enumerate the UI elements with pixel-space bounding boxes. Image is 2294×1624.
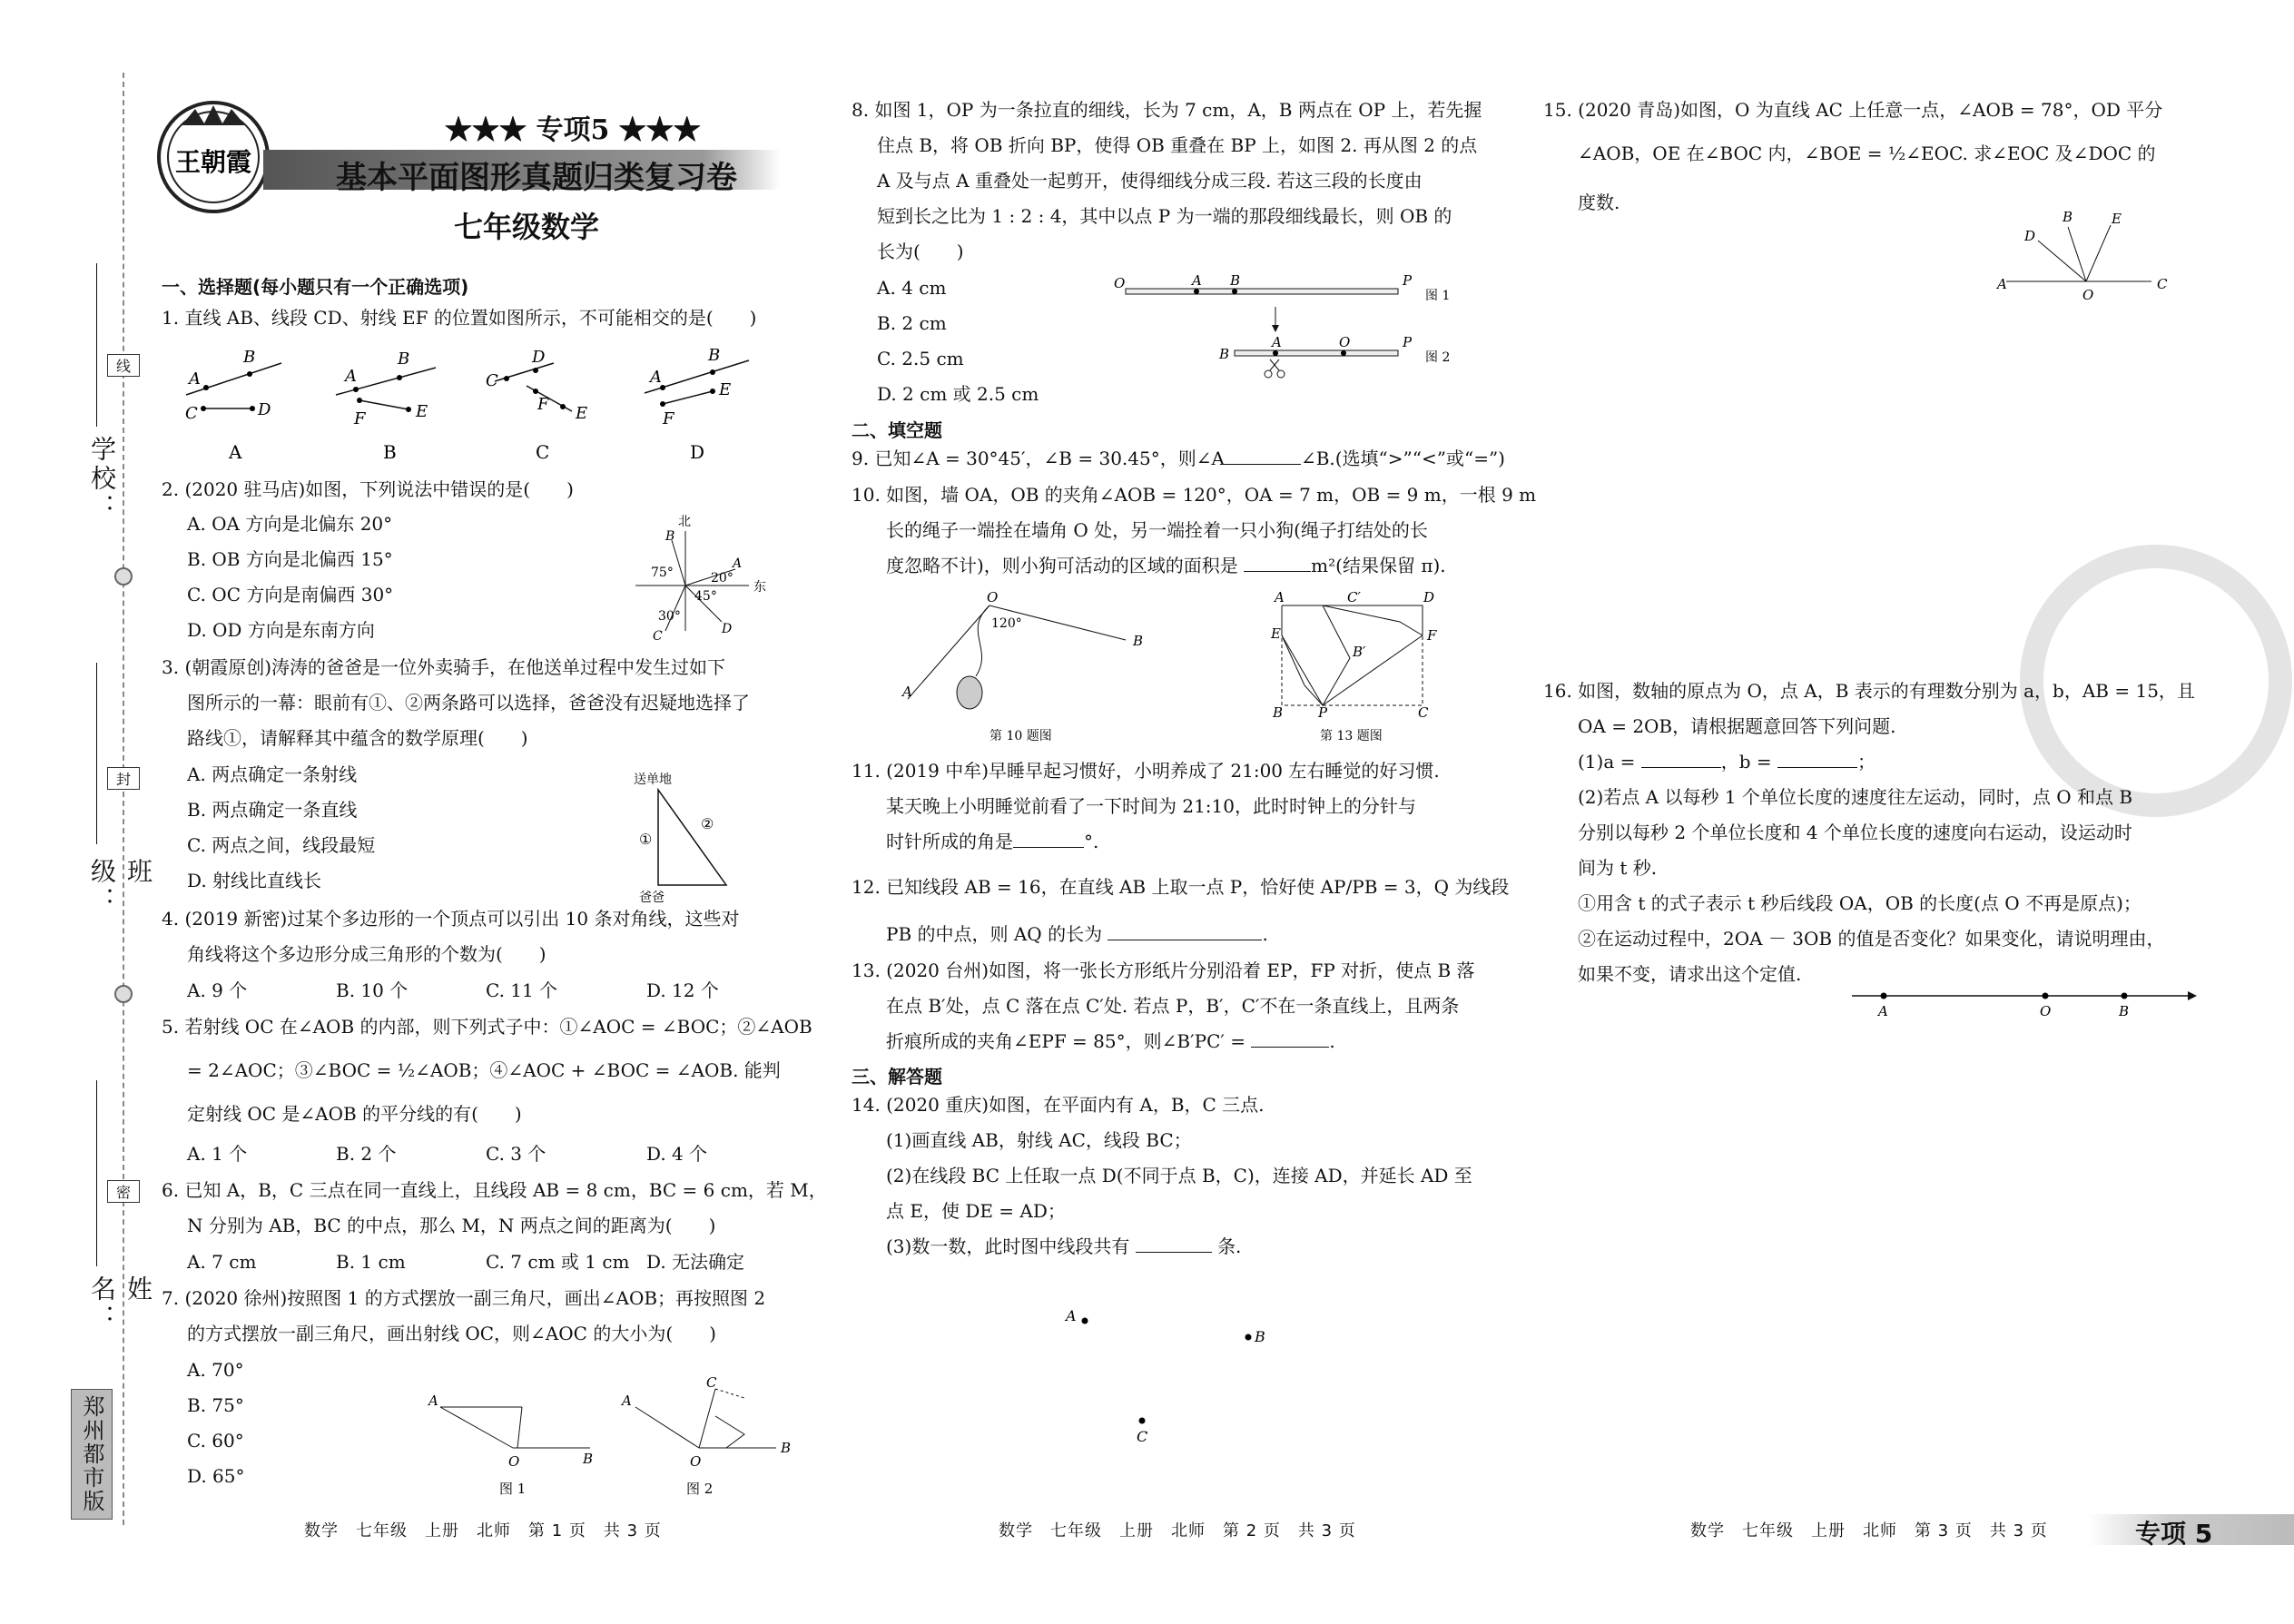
q10-line3: 度忽略不计)，则小狗可活动的区域的面积是 m²(结果保留 π). — [886, 548, 1446, 584]
q5-line2: = 2∠AOC；③∠BOC = ½∠AOB；④∠AOC + ∠BOC = ∠AOB. 能判 — [187, 1059, 781, 1081]
q5-option-a: A. 1 个 — [187, 1143, 248, 1165]
name-label: 姓名： — [87, 1275, 153, 1334]
q16-part2-line1: (2)若点 A 以每秒 1 个单位长度的速度往左运动，同时，点 O 和点 B — [1578, 786, 2133, 808]
svg-text:A: A — [902, 684, 912, 700]
svg-text:O: O — [2082, 287, 2094, 303]
header-subtitle: 七年级数学 — [454, 210, 600, 244]
q13-figure — [1264, 586, 1454, 749]
q2-text: 2. (2020 驻马店)如图，下列说法中错误的是( ) — [162, 478, 574, 500]
svg-text:120°: 120° — [991, 616, 1022, 631]
svg-text:A: A — [345, 367, 357, 386]
binding-hole-icon — [114, 985, 133, 1003]
q16-line1: 16. 如图，数轴的原点为 O，点 A，B 表示的有理数分别为 a，b，AB = 15，且 — [1543, 680, 2195, 702]
q5-option-b: B. 2 个 — [336, 1143, 397, 1165]
svg-text:B: B — [398, 349, 410, 369]
q1-text: 1. 直线 AB、线段 CD、射线 EF 的位置如图所示，不可能相交的是( ) — [162, 307, 757, 329]
q16-number-line — [1847, 985, 2201, 1021]
svg-text:45°: 45° — [694, 589, 717, 604]
section-choice: 一、选择题(每小题只有一个正确选项) — [162, 276, 469, 298]
q3-line1: 3. (朝霞原创)涛涛的爸爸是一位外卖骑手，在他送单过程中发生过如下 — [162, 656, 726, 678]
svg-text:E: E — [1271, 625, 1281, 642]
q14-points-figure[interactable] — [1053, 1298, 1289, 1452]
svg-text:C′: C′ — [1347, 589, 1361, 605]
q5-option-c: C. 3 个 — [486, 1143, 546, 1165]
q8-line3: A 及与点 A 重叠处一起剪开，使得细线分成三段. 若这三段的长度由 — [877, 170, 1423, 192]
svg-text:C: C — [185, 404, 198, 423]
q14-line5: (3)数一数，此时图中线段共有 条. — [886, 1229, 1241, 1265]
header-title: 基本平面图形真题归类复习卷 — [336, 160, 737, 196]
class-line — [96, 663, 97, 844]
q16-line2: OA = 2OB，请根据题意回答下列问题. — [1578, 715, 1896, 737]
svg-text:B: B — [708, 346, 721, 365]
q16-part2-line5: ②在运动过程中，2OA － 3OB 的值是否变化？如果变化，请说明理由， — [1578, 928, 2165, 950]
q1-option-a: A — [229, 441, 242, 463]
q1-fig-b — [336, 349, 436, 428]
q1-fig-c — [486, 348, 587, 423]
svg-text:B: B — [583, 1451, 594, 1467]
q8-line1: 8. 如图 1，OP 为一条拉直的细线，长为 7 cm，A，B 两点在 OP 上，若先握 — [852, 99, 1482, 121]
q3-option-c: C. 两点之间，线段最短 — [187, 834, 376, 856]
star-icon: ★★★ — [445, 114, 537, 146]
q2-option-a: A. OA 方向是北偏东 20° — [187, 513, 393, 535]
svg-text:B: B — [2063, 209, 2073, 225]
q11-line2: 某天晚上小明睡觉前看了一下时间为 21:10，此时时钟上的分针与 — [886, 795, 1416, 817]
q14-line1: 14. (2020 重庆)如图，在平面内有 A，B，C 三点. — [852, 1094, 1265, 1116]
svg-text:B: B — [1255, 1328, 1265, 1345]
svg-text:30°: 30° — [658, 609, 681, 624]
svg-text:送单地: 送单地 — [634, 773, 672, 787]
q6-option-b: B. 1 cm — [336, 1251, 406, 1273]
q1-fig-a — [185, 348, 281, 423]
q9-text-post: ∠B.(选填“>”“<”或“=”) — [1300, 448, 1505, 469]
q7-caption-1: 图 1 — [499, 1481, 527, 1497]
q16-answer-b-blank[interactable] — [1777, 745, 1857, 768]
q16-part2-line4: ①用含 t 的式子表示 t 秒后线段 OA，OB 的长度(点 O 不再是原点)； — [1578, 892, 2141, 914]
q8-option-d: D. 2 cm 或 2.5 cm — [877, 383, 1039, 405]
svg-text:C: C — [2157, 276, 2168, 292]
q13-caption: 第 13 题图 — [1320, 729, 1383, 743]
q3-line2: 图所示的一幕：眼前有①、②两条路可以选择，爸爸没有迟疑地选择了 — [187, 692, 750, 714]
q10-line2: 长的绳子一端拴在墙角 O 处，另一端拴着一只小狗(绳子打结处的长 — [886, 519, 1428, 541]
star-icon: ★★★ — [609, 114, 701, 146]
footer-page-2: 数学 七年级 上册 北师 第 2 页 共 3 页 — [999, 1521, 1356, 1540]
svg-text:C: C — [1137, 1428, 1148, 1445]
svg-text:C: C — [486, 371, 498, 390]
q16-answer-a-blank[interactable] — [1641, 745, 1721, 768]
class-label: 班级： — [87, 858, 153, 916]
svg-text:A: A — [1192, 272, 1202, 289]
q7-option-c: C. 60° — [187, 1430, 244, 1452]
q11-line3: 时针所成的角是 °. — [886, 824, 1098, 860]
q2-option-b: B. OB 方向是北偏西 15° — [187, 548, 393, 570]
svg-text:E: E — [416, 402, 428, 421]
school-line — [96, 263, 97, 427]
q13-line2: 在点 B′处，点 C 落在点 C′处. 若点 P，B′，C′不在一条直线上，且两条 — [886, 995, 1460, 1017]
svg-text:F: F — [537, 395, 549, 414]
svg-text:A: A — [428, 1393, 438, 1409]
q7-caption-2: 图 2 — [686, 1481, 714, 1497]
q10-line1: 10. 如图，墙 OA，OB 的夹角∠AOB = 120°，OA = 7 m，OB = 9 m，一根 9 m — [852, 484, 1537, 506]
q4-option-a: A. 9 个 — [187, 979, 248, 1001]
scissors-icon — [1265, 359, 1285, 378]
q8-option-c: C. 2.5 cm — [877, 348, 964, 369]
svg-text:O: O — [2040, 1003, 2052, 1019]
svg-text:E: E — [2112, 211, 2122, 227]
svg-text:B: B — [243, 348, 256, 367]
svg-text:A: A — [1878, 1003, 1888, 1019]
svg-text:E: E — [719, 380, 732, 399]
header-series: ★★★ 专项5 ★★★ — [445, 114, 701, 146]
q9-answer-blank[interactable] — [1225, 442, 1301, 465]
svg-text:A: A — [650, 368, 662, 387]
svg-text:B: B — [1273, 704, 1284, 721]
q15-figure — [1988, 200, 2170, 309]
svg-text:D: D — [2024, 228, 2036, 244]
q13-line3: 折痕所成的夹角∠EPF = 85°，则∠B′PC′ = . — [886, 1024, 1335, 1059]
q6-line1: 6. 已知 A，B，C 三点在同一直线上，且线段 AB = 8 cm，BC = 6 cm，若 M， — [162, 1179, 827, 1201]
svg-text:A: A — [189, 369, 201, 389]
q14-line3: (2)在线段 BC 上任取一点 D(不同于点 B，C)，连接 AD，并延长 AD 至 — [886, 1165, 1472, 1186]
q2-option-d: D. OD 方向是东南方向 — [187, 619, 375, 641]
q8-option-b: B. 2 cm — [877, 312, 947, 334]
q6-option-a: A. 7 cm — [187, 1251, 257, 1273]
svg-text:P: P — [1403, 334, 1413, 350]
q16-part1: (1)a = ，b = ； — [1578, 744, 1876, 780]
q3-route-figure — [626, 767, 772, 903]
svg-text:B: B — [1230, 272, 1241, 289]
svg-text:B: B — [665, 529, 675, 544]
svg-text:B: B — [2119, 1003, 2130, 1019]
svg-text:B: B — [781, 1440, 792, 1456]
q10-figure — [890, 586, 1162, 749]
q14-line2: (1)画直线 AB，射线 AC，线段 BC； — [886, 1129, 1192, 1151]
svg-text:E: E — [576, 404, 588, 423]
q7-option-a: A. 70° — [187, 1359, 244, 1381]
q3-option-a: A. 两点确定一条射线 — [187, 763, 358, 785]
svg-text:东: 东 — [753, 580, 766, 595]
q3-option-b: B. 两点确定一条直线 — [187, 799, 358, 821]
school-label: 学校： — [87, 436, 117, 523]
q13-answer-blank[interactable] — [1251, 1025, 1329, 1048]
q12-line2: PB 的中点，则 AQ 的长为 . — [886, 917, 1268, 952]
svg-text:O: O — [690, 1453, 702, 1470]
svg-text:F: F — [354, 409, 366, 428]
section-fill: 二、填空题 — [852, 419, 942, 441]
q1-option-c: C — [536, 441, 550, 463]
q15-line2: ∠AOB，OE 在∠BOC 内，∠BOE = ½∠EOC. 求∠EOC 及∠DOC 的 — [1578, 143, 2156, 164]
svg-text:F: F — [1427, 627, 1437, 644]
q2-option-c: C. OC 方向是南偏西 30° — [187, 584, 394, 605]
svg-text:F: F — [663, 409, 674, 428]
svg-text:P: P — [1318, 704, 1328, 721]
seal-mark-mi: 密 — [107, 1180, 140, 1203]
svg-text:D: D — [532, 348, 546, 367]
q5-option-d: D. 4 个 — [646, 1143, 708, 1165]
q1-option-d: D — [690, 441, 705, 463]
svg-text:②: ② — [701, 815, 714, 832]
q9-text — [852, 441, 1505, 477]
q3-line3: 路线①，请解释其中蕴含的数学原理( ) — [187, 727, 528, 749]
svg-text:O: O — [1339, 334, 1351, 350]
svg-text:爸爸: 爸爸 — [639, 891, 665, 903]
svg-text:O: O — [508, 1453, 520, 1470]
section-answer: 三、解答题 — [852, 1066, 942, 1088]
svg-text:D: D — [258, 400, 271, 419]
q8-caption-2: 图 2 — [1425, 350, 1451, 365]
q4-line1: 4. (2019 新密)过某个多边形的一个顶点可以引出 10 条对角线，这些对 — [162, 908, 740, 930]
svg-text:A: A — [1997, 276, 2007, 292]
q8-option-a: A. 4 cm — [877, 277, 947, 299]
brand-logo-icon — [154, 98, 272, 216]
q4-line2: 角线将这个多边形分成三角形的个数为( ) — [187, 943, 546, 965]
q7-line2: 的方式摆放一副三角尺，画出射线 OC，则∠AOC 的大小为( ) — [187, 1323, 716, 1344]
q1-figures — [172, 340, 772, 468]
q7-line1: 7. (2020 徐州)按照图 1 的方式摆放一副三角尺，画出∠AOB；再按照图 2 — [162, 1287, 766, 1309]
q14-answer-blank[interactable] — [1136, 1230, 1212, 1253]
svg-text:C: C — [1418, 704, 1429, 721]
q7-option-d: D. 65° — [187, 1465, 245, 1487]
q4-option-c: C. 11 个 — [486, 979, 558, 1001]
q7-triangle-figures — [418, 1362, 817, 1507]
name-line — [96, 1080, 97, 1266]
svg-text:A: A — [622, 1393, 632, 1409]
corner-label: 专项 5 — [2135, 1519, 2213, 1549]
svg-text:北: 北 — [678, 515, 691, 529]
svg-text:王朝霞: 王朝霞 — [174, 147, 252, 177]
q11-answer-blank[interactable] — [1013, 825, 1084, 848]
q8-caption-1: 图 1 — [1425, 289, 1451, 303]
q11-line1: 11. (2019 中牟)早睡早起习惯好，小明养成了 21:00 左右睡觉的好习惯. — [852, 760, 1440, 782]
q10-answer-blank[interactable] — [1244, 549, 1311, 572]
q6-line2: N 分别为 AB，BC 的中点，那么 M，N 两点之间的距离为( ) — [187, 1215, 716, 1236]
svg-text:B: B — [1133, 633, 1144, 649]
binding-hole-icon — [114, 567, 133, 586]
q8-string-figures — [1112, 272, 1484, 395]
svg-text:A: A — [1066, 1307, 1077, 1324]
seal-mark-feng: 封 — [107, 767, 140, 790]
q3-option-d: D. 射线比直线长 — [187, 870, 322, 891]
q6-option-d: D. 无法确定 — [646, 1251, 745, 1273]
q8-line5: 长为( ) — [877, 241, 964, 262]
q14-line4: 点 E，使 DE = AD； — [886, 1200, 1066, 1222]
footer-page-3: 数学 七年级 上册 北师 第 3 页 共 3 页 — [1690, 1521, 2048, 1540]
q12-answer-blank[interactable] — [1108, 918, 1262, 940]
q8-line4: 短到长之比为 1 : 2 : 4，其中以点 P 为一端的那段细线最长，则 OB 的 — [877, 205, 1452, 227]
svg-text:A: A — [1275, 589, 1285, 605]
q5-line3: 定射线 OC 是∠AOB 的平分线的有( ) — [187, 1103, 522, 1125]
svg-text:O: O — [987, 589, 999, 605]
q12-line1: 12. 已知线段 AB = 16，在直线 AB 上取一点 P，恰好使 AP/PB = 3，Q 为线段 — [852, 876, 1510, 898]
q4-option-b: B. 10 个 — [336, 979, 409, 1001]
svg-text:D: D — [1423, 589, 1435, 605]
q15-line1: 15. (2020 青岛)如图，O 为直线 AC 上任意一点，∠AOB = 78°，OD 平分 — [1543, 99, 2163, 121]
svg-text:O: O — [1114, 275, 1126, 291]
svg-text:A: A — [1272, 334, 1282, 350]
svg-text:D: D — [722, 622, 733, 636]
svg-text:20°: 20° — [711, 571, 733, 586]
q6-option-c: C. 7 cm 或 1 cm — [486, 1251, 630, 1273]
q16-part2-line3: 间为 t 秒. — [1578, 857, 1658, 879]
q13-line1: 13. (2020 台州)如图，将一张长方形纸片分别沿着 EP，FP 对折，使点 B 落 — [852, 960, 1475, 981]
q10-caption: 第 10 题图 — [989, 729, 1052, 743]
q1-fig-d — [645, 346, 749, 428]
svg-text:C: C — [653, 629, 663, 644]
svg-text:①: ① — [639, 831, 653, 848]
q16-part2-line2: 分别以每秒 2 个单位长度和 4 个单位长度的速度向右运动，设运动时 — [1578, 822, 2132, 843]
svg-text:P: P — [1403, 272, 1413, 289]
q9-text-pre: 9. 已知∠A = 30°45′，∠B = 30.45°，则∠A — [852, 448, 1225, 469]
q15-line3: 度数. — [1578, 192, 1620, 213]
q5-line1: 5. 若射线 OC 在∠AOB 的内部，则下列式子中：①∠AOC = ∠BOC；②∠AOB — [162, 1016, 812, 1038]
q2-compass-figure — [631, 504, 785, 649]
q8-line2: 住点 B，将 OB 折向 BP，使得 OB 重叠在 BP 上，如图 2. 再从图 2 的点 — [877, 134, 1478, 156]
svg-text:B: B — [1219, 346, 1230, 362]
seal-mark-xian: 线 — [107, 354, 140, 377]
svg-text:B′: B′ — [1353, 644, 1366, 660]
q7-option-b: B. 75° — [187, 1394, 244, 1416]
svg-text:A: A — [733, 556, 743, 571]
svg-text:75°: 75° — [651, 566, 674, 580]
edition-label: 郑州都市版 — [71, 1389, 113, 1520]
svg-text:C: C — [706, 1374, 717, 1391]
q1-option-b: B — [383, 441, 397, 463]
q16-part2-line6: 如果不变，请求出这个定值. — [1578, 963, 1802, 985]
q4-option-d: D. 12 个 — [646, 979, 719, 1001]
footer-page-1: 数学 七年级 上册 北师 第 1 页 共 3 页 — [304, 1521, 662, 1540]
